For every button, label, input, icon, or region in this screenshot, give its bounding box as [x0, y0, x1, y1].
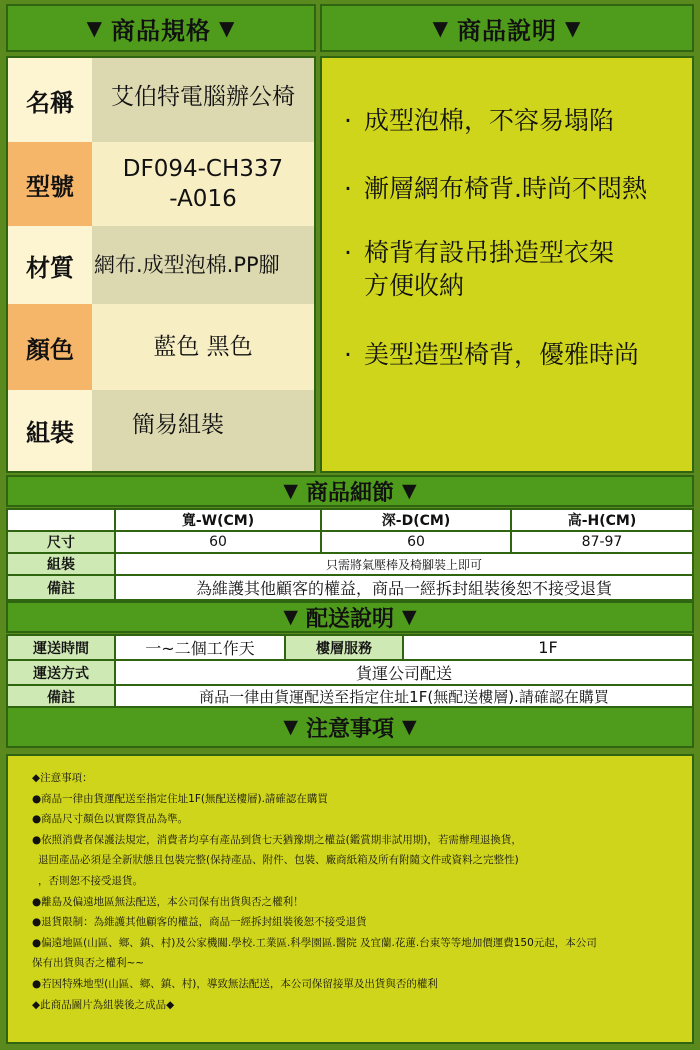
notice-line: ◆注意事項： [32, 772, 93, 784]
empty-cell [7, 509, 115, 531]
spec-header-label: 商品規格 [111, 16, 211, 45]
spec-label: 材質 [8, 226, 92, 304]
spec-label: 型號 [8, 142, 92, 226]
triangle-down-icon: ▼ [219, 16, 236, 40]
feature-text: 成型泡棉，不容易塌陷 [364, 106, 615, 135]
triangle-down-icon: ▼ [283, 480, 298, 502]
table-row [7, 635, 693, 660]
row-label: 備註 [7, 685, 115, 708]
notice-line: ，否則恕不接受退貨。 [38, 874, 143, 887]
notice-header [6, 706, 694, 748]
notice-line: ●若因特殊地型(山區、鄉、鎮、村)，導致無法配送，本公司保留接單及出貨與否的權利 [32, 977, 438, 990]
notice-line: ●商品一律由貨運配送至指定住址1F(無配送樓層).請確認在購買 [32, 792, 328, 805]
bullet-dot-icon: · [344, 106, 352, 135]
feature-item [344, 236, 614, 302]
spec-label: 名稱 [8, 58, 92, 142]
assembly-text: 只需將氣壓棒及椅腳裝上即可 [115, 553, 693, 575]
notice-line: ●商品尺寸顏色以實際貨品為準。 [32, 813, 189, 826]
description-panel [320, 56, 694, 473]
size-depth: 60 [321, 531, 511, 553]
feature-item [344, 104, 614, 137]
delivery-header [6, 601, 694, 633]
triangle-down-icon: ▼ [402, 606, 417, 628]
bullet-dot-icon: · [344, 174, 352, 203]
spec-row-name [8, 58, 314, 142]
feature-item [344, 338, 639, 371]
bullet-dot-icon: · [344, 340, 352, 369]
spec-value: 艾伯特電腦辦公椅 [92, 58, 314, 142]
triangle-down-icon: ▼ [283, 716, 298, 738]
notice-line: 退回產品必須是全新狀態且包裝完整(保持產品、附件、包裝、廠商紙箱及所有附隨文件或資料之完整性) [38, 854, 519, 867]
floor-label: 樓層服務 [285, 635, 403, 660]
spec-header [6, 4, 316, 52]
delivery-table [6, 634, 694, 709]
spec-value: DF094-CH337 -A016 [92, 142, 314, 226]
delivery-remark: 商品一律由貨運配送至指定住址1F(無配送樓層).請確認在購買 [115, 685, 693, 708]
delivery-method: 貨運公司配送 [115, 660, 693, 685]
triangle-down-icon: ▼ [402, 716, 417, 738]
spec-table [6, 56, 316, 473]
column-header: 寬-W(CM) [115, 509, 321, 531]
table-row [7, 575, 693, 600]
triangle-down-icon: ▼ [565, 16, 582, 40]
notice-line: 保有出貨與否之權利~~ [32, 957, 145, 970]
notice-line: ●偏遠地區(山區、鄉、鎮、村)及公家機關.學校.工業區.科學園區.醫院 及宜蘭.花蓮.台東等等地加價運費150元起，本公司 [32, 936, 597, 949]
spec-label: 顏色 [8, 304, 92, 390]
remark-text: 為維護其他顧客的權益，商品一經拆封組裝後恕不接受退貨 [115, 575, 693, 600]
feature-item [344, 172, 647, 205]
column-header: 深-D(CM) [321, 509, 511, 531]
notice-line: ●依照消費者保護法規定，消費者均享有產品到貨七天猶豫期之權益(鑑賞期非試用期)，若需辦理退換貨， [32, 833, 522, 846]
spec-label: 組裝 [8, 390, 92, 471]
feature-text: 漸層網布椅背.時尚不悶熱 [364, 174, 647, 203]
row-label: 運送方式 [7, 660, 115, 685]
notice-panel [6, 754, 694, 1044]
spec-row-assembly [8, 390, 314, 471]
feature-text: 美型造型椅背，優雅時尚 [364, 340, 640, 369]
spec-value: 簡易組裝 [92, 390, 314, 471]
spec-row-material [8, 226, 314, 304]
row-label: 尺寸 [7, 531, 115, 553]
details-title: 商品細節 [305, 480, 394, 506]
column-header: 高-H(CM) [511, 509, 693, 531]
notice-line: ◆此商品圖片為組裝後之成品◆ [32, 998, 175, 1011]
triangle-down-icon: ▼ [432, 16, 449, 40]
triangle-down-icon: ▼ [283, 606, 298, 628]
size-width: 60 [115, 531, 321, 553]
spec-row-color [8, 304, 314, 390]
spec-value: 網布.成型泡棉.PP腳 [92, 226, 314, 304]
triangle-down-icon: ▼ [402, 480, 417, 502]
table-row [7, 531, 693, 553]
size-height: 87-97 [511, 531, 693, 553]
notice-title: 注意事項 [305, 716, 394, 742]
table-row [7, 660, 693, 685]
table-row [7, 509, 693, 531]
table-row [7, 553, 693, 575]
table-row [7, 685, 693, 708]
delivery-title: 配送說明 [305, 606, 394, 632]
row-label: 備註 [7, 575, 115, 600]
row-label: 運送時間 [7, 635, 115, 660]
notice-line: ●退貨限制：為維護其他顧客的權益，商品一經拆封組裝後恕不接受退貨 [32, 916, 367, 929]
details-header [6, 475, 694, 507]
floor-value: 1F [403, 635, 693, 660]
delivery-time: 一~二個工作天 [115, 635, 285, 660]
spec-value: 藍色 黑色 [92, 304, 314, 390]
bullet-dot-icon: · [344, 238, 352, 267]
feature-text: 椅背有設吊掛造型衣架 方便收納 [364, 238, 615, 300]
triangle-down-icon: ▼ [86, 16, 103, 40]
notice-line: ●離島及偏遠地區無法配送，本公司保有出貨與否之權利！ [32, 895, 304, 908]
spec-row-model [8, 142, 314, 226]
row-label: 組裝 [7, 553, 115, 575]
description-header-label: 商品說明 [457, 16, 557, 45]
details-table [6, 508, 694, 601]
description-header [320, 4, 694, 52]
